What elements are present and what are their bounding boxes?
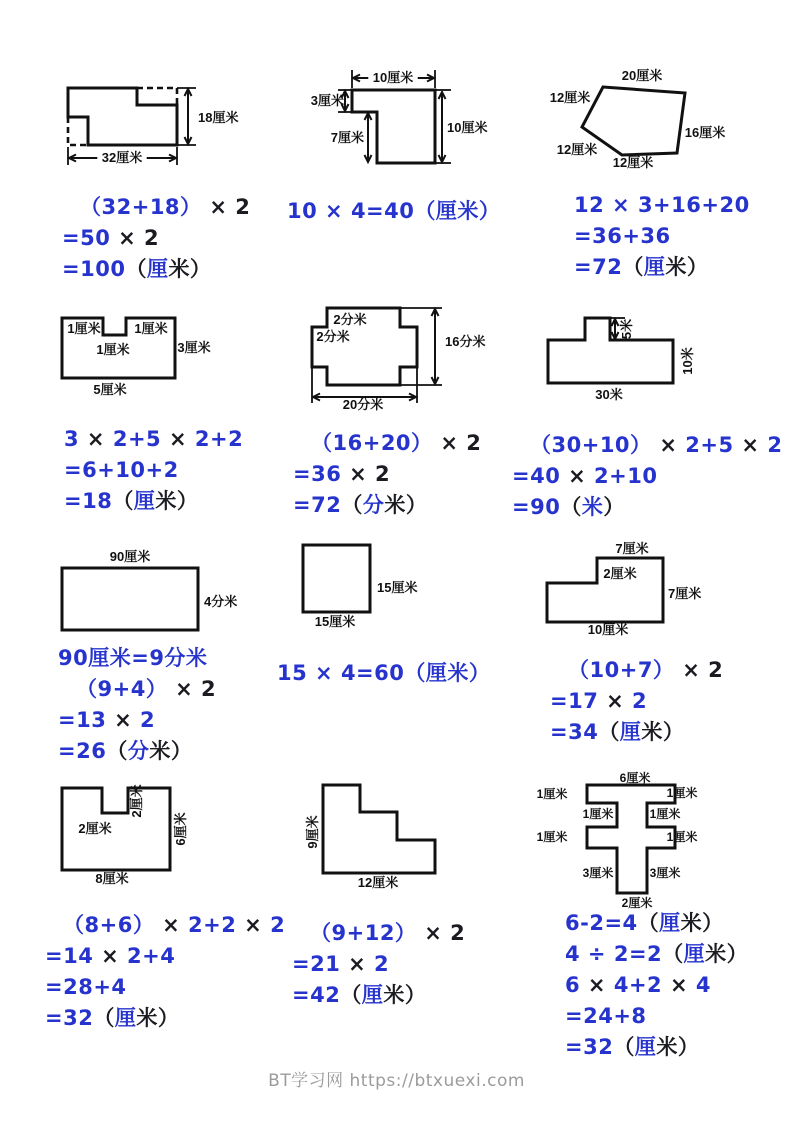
calc-segment: =90 <box>512 495 561 519</box>
calc-segment: × <box>154 913 189 937</box>
calc-segment: × 2 <box>432 431 482 455</box>
calc-line <box>565 908 748 939</box>
calc-segment: × 2 <box>674 658 724 682</box>
dimension-label: 10厘米 <box>372 70 414 85</box>
calc-line <box>550 686 723 717</box>
figure-1-notched-rectangle-dashed <box>60 75 290 175</box>
dimension-label: 6厘米 <box>619 771 651 785</box>
calc-line <box>293 428 481 459</box>
calc-segment: × 2 <box>201 195 251 219</box>
calc-segment: =100 <box>62 257 126 281</box>
dimension-label: 5厘米 <box>93 382 127 397</box>
calc-segment: =40 <box>512 464 561 488</box>
calc-line <box>45 910 285 941</box>
calc-segment: 2+5 <box>685 433 734 457</box>
calc-segment: 2+10 <box>594 464 658 488</box>
dimension-label: 7厘米 <box>330 130 364 145</box>
calc-segment: =6+10+2 <box>64 458 179 482</box>
calc-segment: × <box>236 913 271 937</box>
figure-9-l-shape <box>540 540 790 640</box>
calc-line <box>565 939 748 970</box>
calc-segment: 2 <box>140 708 156 732</box>
dimension-label: 7厘米 <box>668 586 702 601</box>
calc-segment: × 2 <box>341 462 391 486</box>
calc-segment: 2 <box>767 433 783 457</box>
calc-line <box>292 949 465 980</box>
dimension-label: 10厘米 <box>587 622 629 637</box>
calc-segment: （8+6） <box>63 913 155 937</box>
calc-line <box>62 223 250 254</box>
calc-segment: × 2 <box>110 226 160 250</box>
dimension-arrow <box>185 89 192 144</box>
calc-segment: 厘 <box>634 1035 657 1059</box>
figure-4-rectangle-top-notch <box>55 310 270 410</box>
calc-segment: 米） <box>149 739 193 763</box>
dimension-label: 6厘米 <box>173 812 188 846</box>
dimension-label: 12厘米 <box>556 142 598 157</box>
dimension-label: 1厘米 <box>134 321 168 336</box>
calc-segment: 2+5 <box>112 427 162 451</box>
calc-segment: 6-2=4 <box>565 911 638 935</box>
calc-segment: =13 <box>58 708 107 732</box>
calc-line <box>512 430 782 461</box>
dimension-label: 1厘米 <box>582 807 614 821</box>
calc-line <box>574 190 750 221</box>
calc-segment: 4 <box>695 973 712 997</box>
calc-segment: 6 <box>565 973 581 997</box>
dimension-label: 2厘米 <box>129 784 144 818</box>
calc-line <box>45 941 285 972</box>
calc-segment: × 2 <box>167 677 217 701</box>
calc-segment: × <box>651 433 686 457</box>
calc-segment: 米） <box>665 255 709 279</box>
calc-segment: 米） <box>383 983 427 1007</box>
calc-segment: 分 <box>127 739 150 763</box>
dimension-label: 1厘米 <box>666 830 698 844</box>
dimension-label: 18厘米 <box>198 110 239 125</box>
dimension-label: 7厘米 <box>615 541 649 556</box>
dimension-arrow <box>439 92 446 162</box>
calculation-7 <box>58 643 216 767</box>
dimension-label: 3厘米 <box>582 866 614 880</box>
calc-segment: 90厘米=9分米 <box>58 646 208 670</box>
calc-segment: （ <box>340 983 362 1007</box>
calc-segment: 2+4 <box>127 944 176 968</box>
calc-segment: 厘 <box>659 911 681 935</box>
calculation-1 <box>62 192 250 285</box>
calc-segment: 2+2 <box>188 913 237 937</box>
dimension-label: 2厘米 <box>603 566 637 581</box>
dimension-label: 1厘米 <box>666 786 698 800</box>
figure-12-cross-shape <box>535 770 793 915</box>
calc-segment: =17 <box>550 689 599 713</box>
calc-line <box>64 455 243 486</box>
calc-segment: × <box>662 973 696 997</box>
calc-segment: × <box>161 427 195 451</box>
calc-segment: （ <box>622 255 644 279</box>
calc-segment: ） <box>603 495 625 519</box>
dimension-label: 32厘米 <box>101 150 143 165</box>
calc-line <box>287 196 500 227</box>
calculation-11 <box>292 918 465 1011</box>
calc-line <box>293 459 481 490</box>
calc-segment: × <box>340 952 375 976</box>
calc-segment: =50 <box>62 226 111 250</box>
calc-segment: （ <box>560 495 582 519</box>
figure-10-rectangle-top-notch <box>55 775 270 895</box>
dimension-label: 4分米 <box>204 594 238 609</box>
calc-segment: 4 ÷ 2=2 <box>565 942 663 966</box>
dimension-label: 1厘米 <box>96 342 130 357</box>
calc-segment: 米） <box>155 489 199 513</box>
dimension-label: 15厘米 <box>377 580 418 595</box>
calculation-8 <box>277 658 490 689</box>
calc-line <box>565 1032 748 1063</box>
shape-outline <box>303 545 370 612</box>
calc-segment: 分 <box>362 493 385 517</box>
calc-segment: 12 × 3+16+20 <box>574 193 750 217</box>
calc-segment: （ <box>106 739 128 763</box>
dimension-label: 2分米 <box>316 329 350 344</box>
calc-segment: 厘 <box>619 720 642 744</box>
calculation-5 <box>293 428 481 521</box>
calc-line <box>277 658 490 689</box>
dimension-label: 12厘米 <box>357 875 399 890</box>
calc-segment: （9+12） <box>310 921 417 945</box>
calc-segment: =32 <box>45 1006 94 1030</box>
dimension-label: 2分米 <box>333 312 367 327</box>
dimension-label: 15厘米 <box>314 614 356 629</box>
calc-segment: 厘 <box>643 255 666 279</box>
dimension-label: 30米 <box>595 387 623 402</box>
figure-5-plus-shape <box>300 295 490 420</box>
calc-segment: =24+8 <box>565 1004 647 1028</box>
calculation-9 <box>550 655 723 748</box>
dimension-label: 3厘米 <box>310 93 344 108</box>
figure-7-rectangle <box>55 540 280 640</box>
dimension-label: 10厘米 <box>447 120 488 135</box>
calc-segment: 米 <box>581 495 604 519</box>
calc-segment: =21 <box>292 952 341 976</box>
dimension-label: 8厘米 <box>95 871 129 886</box>
calculation-6 <box>512 430 782 523</box>
calc-line <box>550 655 723 686</box>
calc-line <box>58 736 216 767</box>
figure-6-rectangle-with-bump <box>535 310 793 405</box>
calc-line <box>292 980 465 1011</box>
shape-outline <box>352 90 435 163</box>
calc-line <box>58 643 216 674</box>
dimension-label: 12厘米 <box>549 90 591 105</box>
figure-8-square <box>295 538 485 638</box>
calc-segment: 厘 <box>114 1006 137 1030</box>
calc-line <box>565 970 748 1001</box>
calc-segment: × <box>79 427 113 451</box>
calc-segment: × <box>93 944 128 968</box>
calc-segment: 2 <box>632 689 648 713</box>
calc-line <box>565 1001 748 1032</box>
calc-segment: =72 <box>293 493 342 517</box>
calc-segment: =72 <box>574 255 623 279</box>
calc-segment: =26 <box>58 739 107 763</box>
calc-segment: （ <box>613 1035 635 1059</box>
calculation-12 <box>565 908 748 1063</box>
figure-11-staircase <box>300 775 490 895</box>
dimension-arrow <box>432 309 439 384</box>
calc-segment: × <box>733 433 768 457</box>
calc-segment: =36 <box>293 462 342 486</box>
calc-line <box>512 461 782 492</box>
calc-segment: （ <box>341 493 363 517</box>
dimension-label: 5米 <box>619 318 634 340</box>
calc-line <box>45 972 285 1003</box>
dimension-label: 20分米 <box>342 397 384 412</box>
calc-segment: =14 <box>45 944 94 968</box>
calc-segment: 米） <box>384 493 428 517</box>
calc-segment: （ <box>112 489 134 513</box>
calc-line <box>574 252 750 283</box>
calc-segment: 米） <box>168 257 212 281</box>
calc-segment: 米） <box>680 911 724 935</box>
calc-line <box>293 490 481 521</box>
dimension-label: 1厘米 <box>649 807 681 821</box>
calc-line <box>64 424 243 455</box>
calc-segment: × <box>598 689 633 713</box>
dimension-label: 3厘米 <box>177 340 211 355</box>
calc-segment: （ <box>125 257 147 281</box>
calc-segment: 10 × 4=40（厘米） <box>287 199 501 223</box>
calc-segment: × <box>560 464 595 488</box>
calc-line <box>62 192 250 223</box>
calc-segment: 米） <box>136 1006 180 1030</box>
calc-segment: =32 <box>565 1035 614 1059</box>
calc-segment: 2 <box>374 952 390 976</box>
calc-segment: （ <box>598 720 620 744</box>
calculation-2 <box>287 196 500 227</box>
figure-3-pentagon <box>545 58 793 178</box>
dimension-label: 20厘米 <box>621 68 663 83</box>
dimension-label: 2厘米 <box>621 896 653 910</box>
dimension-arrow <box>365 113 372 162</box>
dimension-label: 16分米 <box>445 334 486 349</box>
calc-segment: （9+4） <box>76 677 168 701</box>
calc-line <box>512 492 782 523</box>
calc-segment: =36+36 <box>574 224 671 248</box>
calc-segment: 15 × 4=60（厘米） <box>277 661 491 685</box>
calc-segment: × <box>580 973 614 997</box>
calc-line <box>292 918 465 949</box>
calc-segment: 米） <box>656 1035 700 1059</box>
calc-segment: 2+2 <box>194 427 244 451</box>
calc-segment: 厘 <box>146 257 169 281</box>
shape-outline <box>68 88 177 145</box>
calc-segment: 米） <box>641 720 685 744</box>
dimension-label: 16厘米 <box>684 125 726 140</box>
calc-segment: （ <box>637 911 660 935</box>
dimension-label: 10米 <box>680 347 695 375</box>
calc-segment: （ <box>93 1006 115 1030</box>
calc-line <box>64 486 243 517</box>
calculation-3 <box>574 190 750 283</box>
dimension-label: 1厘米 <box>536 787 568 801</box>
dimension-label: 1厘米 <box>67 321 101 336</box>
calc-line <box>550 717 723 748</box>
dimension-label: 1厘米 <box>536 830 568 844</box>
shape-outline <box>548 318 673 383</box>
calc-segment: 2 <box>270 913 286 937</box>
calc-segment: =42 <box>292 983 341 1007</box>
calc-segment: =18 <box>64 489 113 513</box>
calc-line <box>58 674 216 705</box>
calc-segment: （ <box>662 942 684 966</box>
calc-segment: （16+20） <box>311 431 433 455</box>
dimension-label: 90厘米 <box>109 549 151 564</box>
footer-watermark: BT学习网 https://btxuexi.com <box>268 1071 525 1091</box>
calc-segment: 厘 <box>361 983 384 1007</box>
calc-segment: 厘 <box>133 489 156 513</box>
dimension-label: 2厘米 <box>78 821 112 836</box>
calc-segment: （10+7） <box>568 658 675 682</box>
calc-segment: 厘 <box>683 942 706 966</box>
calc-segment: 3 <box>64 427 80 451</box>
calc-segment: =34 <box>550 720 599 744</box>
calc-segment: × <box>106 708 141 732</box>
dimension-label: 12厘米 <box>612 155 654 170</box>
dimension-label: 9厘米 <box>305 815 320 849</box>
calculation-4 <box>64 424 243 517</box>
calc-line <box>58 705 216 736</box>
calc-line <box>574 221 750 252</box>
calc-segment: 4+2 <box>613 973 663 997</box>
shape-outline <box>323 785 435 873</box>
calc-segment: 米） <box>705 942 749 966</box>
calc-segment: （30+10） <box>530 433 652 457</box>
calc-segment: × 2 <box>416 921 466 945</box>
dimension-arrow <box>612 319 619 339</box>
figure-2-l-shape <box>290 55 505 175</box>
shape-outline <box>582 87 685 155</box>
dimension-label: 3厘米 <box>649 866 681 880</box>
shape-outline <box>62 568 198 630</box>
calc-line <box>62 254 250 285</box>
calculation-10 <box>45 910 285 1034</box>
calc-segment: =28+4 <box>45 975 127 999</box>
calc-segment: （32+18） <box>80 195 202 219</box>
calc-line <box>45 1003 285 1034</box>
